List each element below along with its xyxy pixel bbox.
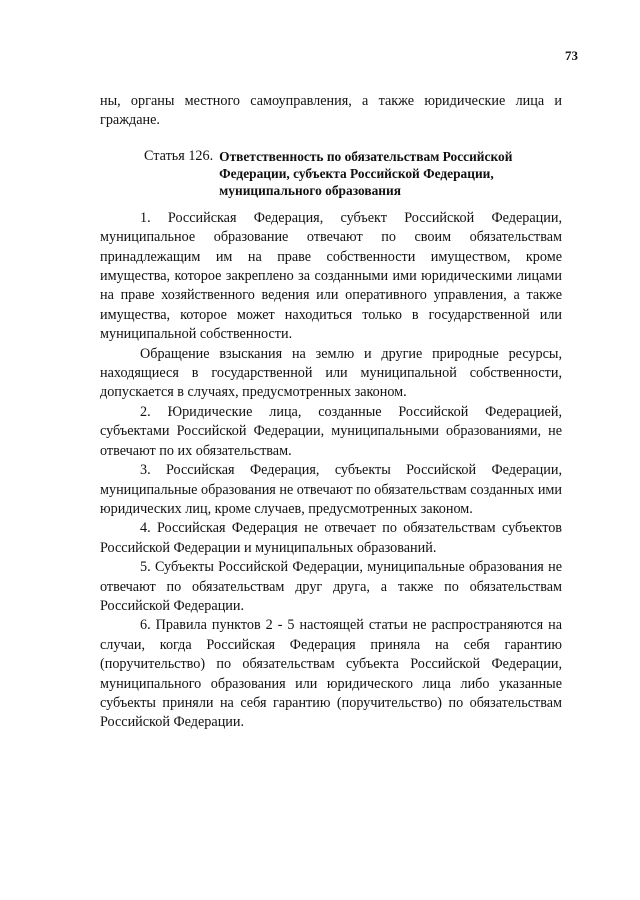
paragraph-6: 6. Правила пунктов 2 - 5 настоящей статьи не распространяются на случаи, когда Российская Федерация приняла на себя гарантию (поручительство) по обязательствам субъекта Российской Федерации, муниципального образования или юридического лица либо указанные субъекты приняли на себя гарантию (поручительство) по обязательствам Российской Федерации. (100, 617, 562, 731)
article-heading (100, 147, 562, 199)
paragraph-5: 5. Субъекты Российской Федерации, муниципальные образования не отвечают по обязательствам друг друга, а также по обязательствам Российской Федерации. (100, 559, 562, 614)
paragraph-3: 3. Российская Федерация, субъекты Российской Федерации, муниципальные образования не отвечают по обязательствам созданных ими юридических лиц, кроме случаев, предусмотренных законом. (100, 462, 562, 517)
intro-paragraph: ны, органы местного самоуправления, а также юридические лица и граждане. (100, 93, 562, 129)
document-body (100, 92, 562, 733)
article-label: Статья 126. (144, 147, 214, 164)
paragraph-1: 1. Российская Федерация, субъект Российской Федерации, муниципальное образование отвечают по своим обязательствам принадлежащим им на праве собственности имуществом, кроме имущества, которое закреплено за созданными ими юридическими лицами на праве хозяйственного ведения или оперативного управления, а также имущества, которое может находиться только в государственной или муниципальной собственности. (100, 209, 562, 343)
article-title: Ответственность по обязательствам Российской Федерации, субъекта Российской Федерации, муниципального образования (219, 148, 513, 198)
paragraph-2: 2. Юридические лица, созданные Российской Федерацией, субъектами Российской Федерации, муниципальными образованиями, не отвечают по их обязательствам. (100, 403, 562, 459)
paragraph-1-continuation: Обращение взыскания на землю и другие природные ресурсы, находящиеся в государственной или муниципальной собственности, допускается в случаях, предусмотренных законом. (100, 345, 562, 401)
paragraph-4: 4. Российская Федерация не отвечает по обязательствам субъектов Российской Федерации и муниципальных образований. (100, 520, 562, 556)
page-number: 73 (565, 48, 578, 63)
